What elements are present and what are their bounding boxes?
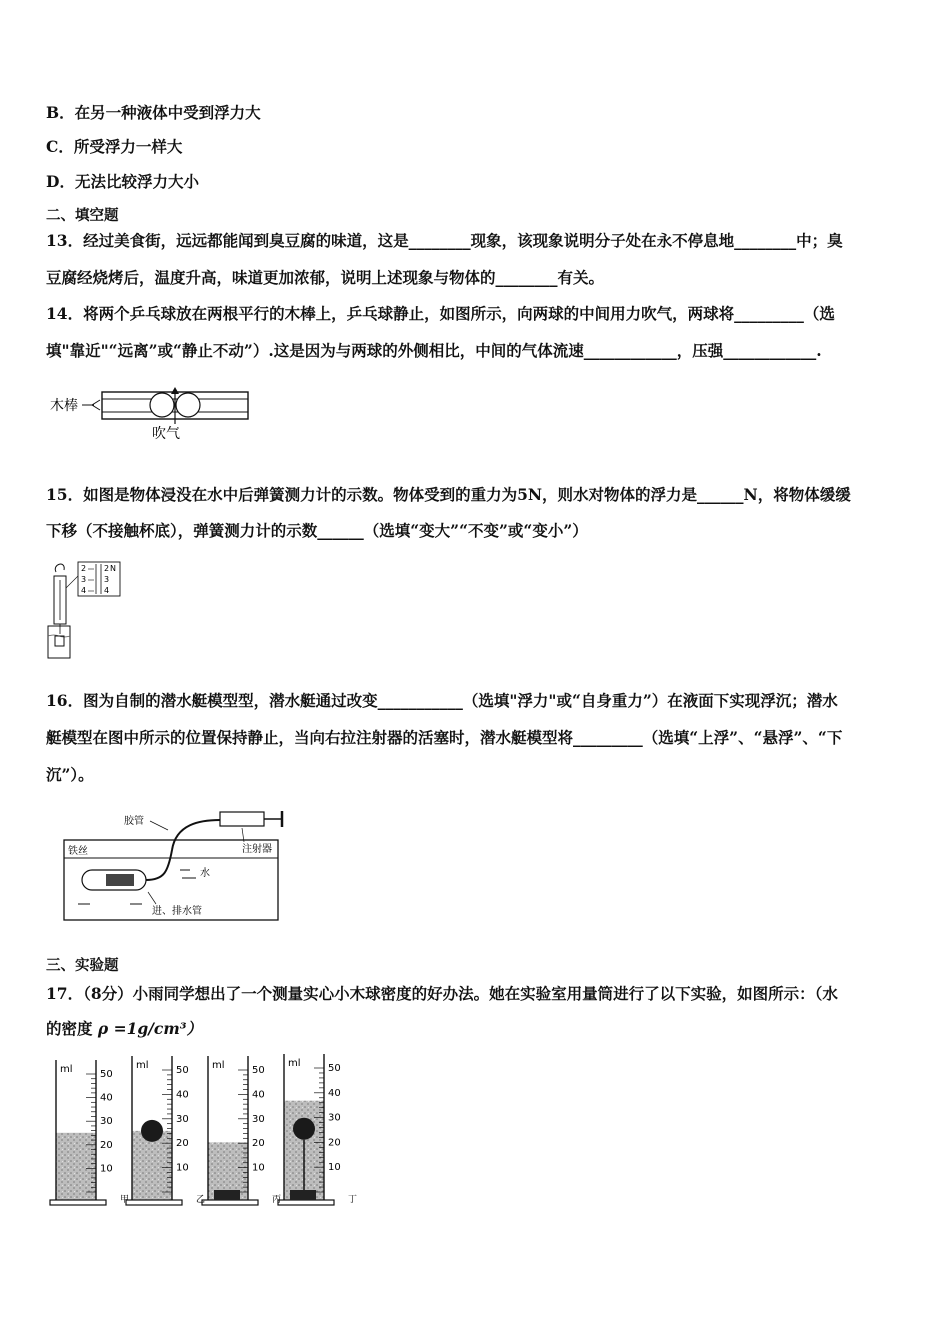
section-title-experiment: 三、实验题 [46,957,119,974]
label-syringe: 注射器 [242,844,272,855]
q15-line2: 下移（不接触杯底），弹簧测力计的示数______（选填“变大”“不变”或“变小”） [46,521,588,540]
scale-right-4: 4 [104,586,110,595]
q17-line1: 17．（8分）小雨同学想出了一个测量实心小木球密度的好办法。她在实验室用量筒进行了以下实验，如图所示：（水 [46,984,838,1003]
tick-label: 50 [176,1065,189,1076]
cylinder-name: 乙 [196,1195,206,1205]
tick-label: 20 [252,1138,265,1150]
unit-label: ml [212,1060,225,1071]
q16-line3: 沉”）。 [46,765,94,784]
ping-pong-ball-left [150,393,174,417]
tick-label: 30 [176,1113,189,1125]
q15-line1: 15．如图是物体浸没在水中后弹簧测力计的示数。物体受到的重力为5N，则水对物体的浮力是______N，将物体缓缓 [46,485,851,504]
sinker-block [290,1190,316,1200]
option-c: C．所受浮力一样大 [46,137,183,156]
tick-label: 30 [100,1116,113,1128]
label-blow: 吹气 [152,426,180,442]
q16-figure [60,810,300,924]
tick-label: 10 [176,1162,189,1174]
q13-line2: 豆腐经烧烤后，温度升高，味道更加浓郁，说明上述现象与物体的________有关。 [46,268,605,287]
wood-ball [293,1118,315,1140]
tick-label: 40 [176,1089,189,1101]
q17-line2 [46,1017,202,1039]
tick-label: 20 [328,1137,341,1149]
q17-figure [46,1052,356,1208]
tick-label: 30 [252,1113,265,1125]
scale-left-3: 3 [81,575,87,584]
scale-right-2: 2 [104,564,110,573]
label-water: 水 [200,868,210,879]
tick-label: 30 [328,1112,341,1124]
q15-figure [44,558,124,662]
option-d: D．无法比较浮力大小 [46,172,199,191]
cylinder-name: 丁 [348,1195,358,1205]
tick-label: 50 [252,1065,265,1076]
scale-left-2: 2 [81,564,87,573]
scale-unit: N [110,564,116,573]
q14-figure [48,380,258,442]
unit-label: ml [288,1058,301,1069]
tick-label: 50 [328,1063,341,1074]
water-density-formula: ρ =1g/cm³） [97,1019,203,1038]
tick-label: 40 [252,1089,265,1101]
scale-right-3: 3 [104,575,110,584]
q14-line1: 14．将两个乒乓球放在两根平行的木棒上，乒乓球静止，如图所示，向两球的中间用力吹气，两球将_________（选 [46,304,835,323]
label-tube: 胶管 [124,816,144,827]
ping-pong-ball-right [176,393,200,417]
label-stick: 木棒 [50,398,78,414]
cylinder-name: 丙 [272,1195,282,1205]
label-wire: 铁丝 [68,846,88,857]
q13-line1: 13．经过美食街，远远都能闻到臭豆腐的味道，这是________现象，该现象说明分子处在永不停息地________中；臭 [46,231,843,250]
unit-label: ml [136,1060,149,1071]
tick-label: 40 [328,1087,341,1099]
cylinder-name: 甲 [120,1195,130,1205]
graduated-cylinder-4 [278,1054,357,1205]
scale-left-4: 4 [81,586,87,595]
sinker-block [214,1190,240,1200]
section-title-fill-blank: 二、填空题 [46,207,119,224]
graduated-cylinder-2 [126,1056,205,1205]
wood-ball [141,1120,163,1142]
q16-line1: 16．图为自制的潜水艇模型型，潜水艇通过改变___________（选填"浮力"或“自身重力”）在液面下实现浮沉；潜水 [46,691,838,710]
tick-label: 10 [100,1163,113,1175]
graduated-cylinder-3 [202,1056,281,1205]
q17-line2-text: 的密度 [46,1019,98,1038]
tick-label: 20 [176,1138,189,1150]
option-b: B．在另一种液体中受到浮力大 [46,103,261,122]
unit-label: ml [60,1064,73,1075]
tick-label: 10 [252,1162,265,1174]
q14-line2: 填"靠近"“远离”或“静止不动”）.这是因为与两球的外侧相比，中间的气体流速____________，压强____________. [46,341,822,360]
syringe-barrel [220,812,264,826]
tick-label: 10 [328,1162,341,1174]
tick-label: 20 [100,1139,113,1151]
water-column [56,1133,96,1200]
label-pipe: 进、排水管 [152,906,202,917]
tick-label: 40 [100,1092,113,1104]
tick-label: 50 [100,1069,113,1080]
q16-line2: 艇模型在图中所示的位置保持静止，当向右拉注射器的活塞时，潜水艇模型将_________（选填“上浮”、“悬浮”、“下 [46,728,843,747]
graduated-cylinder-1 [50,1060,129,1205]
